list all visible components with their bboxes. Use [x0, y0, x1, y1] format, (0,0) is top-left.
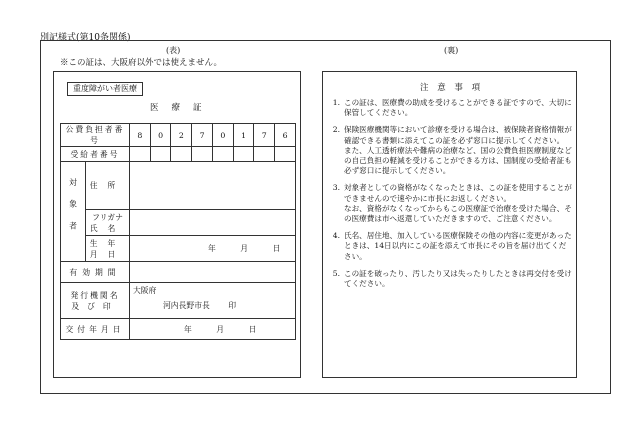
notice-item [328, 183, 573, 224]
name-value [130, 210, 296, 236]
validity-value [130, 262, 296, 283]
notice-number: 4. [332, 231, 340, 241]
recipient-digit [192, 147, 213, 162]
notice-text: 氏名、居住地、加入している医療保険その他の内容に変更があったときは、14日以内にこの証を添えて市長にその旨を届け出てください。 [344, 231, 572, 261]
furigana-label: フリガナ [92, 212, 123, 222]
certificate-title: 医療証 [150, 103, 215, 113]
recipient-digit [212, 147, 233, 162]
certificate-type-badge: 重度障がい者医療 [67, 82, 143, 96]
notice-text: なお、資格がなくなってからもこの医療証で治療を受けた場合、その医療費は市へ返還していただきますので、ご注意ください。 [344, 203, 572, 224]
notice-number: 1. [332, 98, 340, 107]
address-row [61, 162, 296, 210]
payer-digit: 7 [192, 124, 213, 147]
issuer-label [61, 283, 130, 319]
issue-year-unit: 年 [184, 324, 192, 334]
notice-heading: 注 意 事 項 [420, 83, 484, 93]
notice-item [328, 269, 573, 289]
birthdate-row [61, 236, 296, 262]
recipient-digit [254, 147, 275, 162]
recipient-digit [233, 147, 254, 162]
issuer-mayor-line [133, 300, 292, 311]
recipient-number-label: 受給者番号 [61, 147, 130, 162]
issuer-value [130, 283, 296, 319]
payer-digit: 1 [233, 124, 254, 147]
name-label [86, 210, 130, 236]
birth-month-unit: 月 [240, 244, 249, 253]
front-side-label: (表) [166, 46, 181, 55]
issue-date-row [61, 319, 296, 340]
recipient-digit [130, 147, 151, 162]
notice-number: 5. [332, 268, 340, 278]
notice-item [328, 125, 573, 176]
notice-text: この証を破ったり、汚したり又は失ったりしたときは再交付を受けてください。 [344, 268, 572, 289]
notice-text: 保険医療機関等において診療を受ける場合は、被保険者資格情報が確認できる書類に添えてこの証を必ず窓口に提示してください。 [344, 125, 572, 145]
name-label-text: 氏名 [89, 223, 126, 233]
recipient-digit [171, 147, 192, 162]
issue-date-label: 交付年月日 [61, 319, 130, 340]
usage-note: ※この証は、大阪府以外では使えません。 [60, 58, 223, 68]
notice-number: 3. [332, 183, 340, 193]
validity-row [61, 262, 296, 283]
notice-text: この証は、医療費の助成を受けることができる証ですので、大切に保管してください。 [344, 98, 572, 118]
notice-text: 対象者としての資格がなくなったときは、この証を使用することができませんので速やかに市長にお返しください。 [344, 183, 572, 203]
payer-number-row [61, 124, 296, 147]
payer-digit: 8 [130, 124, 151, 147]
payer-digit: 0 [212, 124, 233, 147]
back-side-label: (裏) [444, 46, 459, 55]
payer-digit: 7 [254, 124, 275, 147]
payer-digit: 6 [275, 124, 296, 147]
birth-label-top: 生年 [89, 238, 126, 248]
certificate-table [60, 123, 296, 340]
issue-date-value [130, 319, 296, 340]
notice-number: 2. [332, 125, 340, 135]
payer-digit: 2 [171, 124, 192, 147]
recipient-digit [150, 147, 171, 162]
birth-day-unit: 日 [272, 244, 281, 253]
issue-month-unit: 月 [216, 324, 225, 334]
payer-digit: 0 [150, 124, 171, 147]
notice-item [328, 98, 573, 118]
notice-text: また、人工透析療法や難病の治療など、国の公費負担医療制度などの自己負担の軽減を受けることができる方は、国制度の受給者証も必ず窓口に提示してください。 [344, 145, 572, 176]
issue-day-unit: 日 [248, 324, 257, 334]
notice-item [328, 231, 573, 262]
issuer-label-bottom: 及び印 [71, 301, 119, 311]
issuer-prefecture: 大阪府 [133, 286, 157, 295]
address-value [130, 162, 296, 210]
address-label: 住所 [86, 162, 130, 210]
birth-year-unit: 年 [208, 244, 216, 253]
issuer-mayor: 河内長野市長 [163, 301, 210, 310]
payer-number-label: 公費負担者番号 [61, 124, 130, 147]
seal-mark: 印 [228, 301, 237, 310]
notice-list [328, 98, 573, 296]
validity-label: 有効期間 [61, 262, 130, 283]
recipient-number-row [61, 147, 296, 162]
birthdate-value [130, 236, 296, 262]
birthdate-label [86, 236, 130, 262]
recipient-digit [275, 147, 296, 162]
form-number-label: 別記様式(第10条関係) [40, 33, 131, 43]
issuer-row [61, 283, 296, 319]
birth-label-bottom: 月日 [89, 249, 126, 259]
subject-label: 対象者 [61, 162, 86, 262]
name-row [61, 210, 296, 236]
issuer-label-top: 発行機関名 [70, 290, 120, 300]
